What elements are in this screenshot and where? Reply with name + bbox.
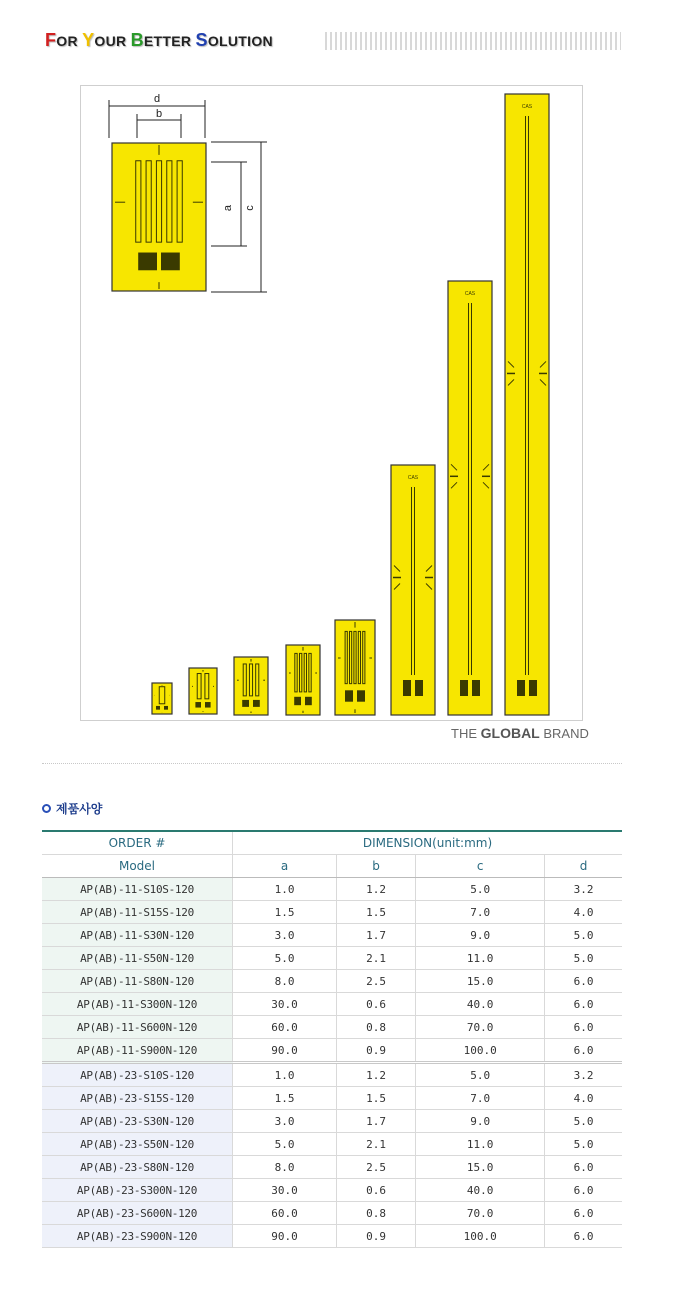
cell-dim-c: 9.0 <box>416 924 545 947</box>
slogan-letter-f: F <box>45 30 57 50</box>
cell-dim-d: 4.0 <box>545 1087 622 1110</box>
cell-dim-c: 15.0 <box>416 1156 545 1179</box>
gauge-solder-tab <box>205 702 211 708</box>
cell-dim-b: 1.7 <box>337 924 416 947</box>
cell-dim-d: 3.2 <box>545 878 622 901</box>
slogan-letter-b: B <box>130 30 144 50</box>
gauge-solder-tab <box>164 706 168 710</box>
gauge-solder-tab <box>161 253 180 271</box>
gauge-body <box>189 668 217 714</box>
gauge-solder-tab <box>294 697 301 705</box>
gauge-body <box>112 143 206 291</box>
gauge-solder-tab <box>138 253 157 271</box>
cell-dim-c: 5.0 <box>416 1063 545 1087</box>
cell-dim-a: 30.0 <box>233 1179 337 1202</box>
cell-dim-a: 1.0 <box>233 878 337 901</box>
slogan-word-your: OUR <box>94 33 131 49</box>
gauge-body <box>152 683 172 714</box>
section-divider <box>42 763 622 764</box>
cell-dim-d: 5.0 <box>545 1133 622 1156</box>
table-row <box>42 947 622 970</box>
gauge-marking-text: CAS <box>521 104 533 110</box>
cell-dim-a: 60.0 <box>233 1202 337 1225</box>
strain-gauge-illustration <box>81 86 582 720</box>
cell-dim-c: 15.0 <box>416 970 545 993</box>
table-row <box>42 970 622 993</box>
table-row <box>42 1087 622 1110</box>
slogan-word-solution: OLUTION <box>207 33 273 49</box>
cell-dim-d: 6.0 <box>545 1039 622 1063</box>
spec-table <box>42 830 622 1248</box>
cell-dim-a: 5.0 <box>233 947 337 970</box>
cell-dim-a: 90.0 <box>233 1039 337 1063</box>
slogan-word-better: ETTER <box>143 33 196 49</box>
gauge-solder-tab <box>460 680 468 696</box>
table-row <box>42 1063 622 1087</box>
gauge-solder-tab <box>242 700 249 707</box>
cell-dim-c: 70.0 <box>416 1202 545 1225</box>
cell-model: AP(AB)-23-S600N-120 <box>42 1202 233 1225</box>
cell-dim-d: 6.0 <box>545 1225 622 1248</box>
cell-dim-a: 90.0 <box>233 1225 337 1248</box>
cell-dim-c: 11.0 <box>416 947 545 970</box>
cell-dim-b: 1.2 <box>337 1063 416 1087</box>
gauge-solder-tab <box>357 690 365 701</box>
table-row <box>42 1202 622 1225</box>
header-col-c: c <box>416 855 545 878</box>
cell-dim-d: 5.0 <box>545 947 622 970</box>
table-row <box>42 924 622 947</box>
cell-dim-b: 2.1 <box>337 947 416 970</box>
gauge-solder-tab <box>517 680 525 696</box>
cell-dim-a: 8.0 <box>233 970 337 993</box>
spec-header-row-1 <box>42 831 622 855</box>
cell-model: AP(AB)-23-S900N-120 <box>42 1225 233 1248</box>
cell-dim-b: 0.9 <box>337 1225 416 1248</box>
cell-dim-c: 11.0 <box>416 1133 545 1156</box>
cell-dim-b: 1.7 <box>337 1110 416 1133</box>
brand-suffix: BRAND <box>539 726 589 741</box>
brand-tagline <box>451 725 589 741</box>
spec-title-text: 제품사양 <box>56 802 103 816</box>
cell-dim-b: 2.1 <box>337 1133 416 1156</box>
table-row <box>42 1110 622 1133</box>
cell-dim-b: 1.2 <box>337 878 416 901</box>
header-col-b: b <box>337 855 416 878</box>
cell-model: AP(AB)-23-S30N-120 <box>42 1110 233 1133</box>
table-row <box>42 1016 622 1039</box>
cell-dim-b: 2.5 <box>337 1156 416 1179</box>
gauge-solder-tab <box>403 680 411 696</box>
cell-model: AP(AB)-23-S80N-120 <box>42 1156 233 1179</box>
cell-dim-d: 6.0 <box>545 1016 622 1039</box>
spec-group-11 <box>42 878 622 1063</box>
slogan-letter-s: S <box>195 30 208 50</box>
cell-dim-b: 0.6 <box>337 993 416 1016</box>
cell-model: AP(AB)-11-S30N-120 <box>42 924 233 947</box>
cell-dim-a: 60.0 <box>233 1016 337 1039</box>
cell-dim-a: 3.0 <box>233 924 337 947</box>
cell-dim-c: 7.0 <box>416 1087 545 1110</box>
spec-header-row-2 <box>42 855 622 878</box>
gauge-solder-tab <box>529 680 537 696</box>
dimension-label-b: b <box>155 108 163 120</box>
dimension-label-d: d <box>153 93 161 105</box>
table-row <box>42 1039 622 1063</box>
cell-dim-b: 0.9 <box>337 1039 416 1063</box>
cell-model: AP(AB)-23-S300N-120 <box>42 1179 233 1202</box>
cell-model: AP(AB)-11-S80N-120 <box>42 970 233 993</box>
cell-dim-a: 1.5 <box>233 901 337 924</box>
cell-dim-d: 6.0 <box>545 1156 622 1179</box>
header-dimension: DIMENSION(unit:mm) <box>233 831 623 855</box>
table-row <box>42 1156 622 1179</box>
slogan-letter-y: Y <box>82 30 95 50</box>
gauge-solder-tab <box>345 690 353 701</box>
cell-model: AP(AB)-23-S10S-120 <box>42 1063 233 1087</box>
gauge-body <box>448 281 492 715</box>
cell-dim-b: 0.8 <box>337 1202 416 1225</box>
gauge-lineup <box>112 94 549 715</box>
gauge-marking-text: CAS <box>464 291 476 297</box>
cell-dim-c: 5.0 <box>416 878 545 901</box>
dimension-label-c: c <box>244 205 256 211</box>
product-figure <box>80 85 583 721</box>
cell-dim-d: 6.0 <box>545 1179 622 1202</box>
cell-model: AP(AB)-23-S50N-120 <box>42 1133 233 1156</box>
gauge-body <box>505 94 549 715</box>
cell-dim-a: 5.0 <box>233 1133 337 1156</box>
cell-dim-d: 3.2 <box>545 1063 622 1087</box>
cell-dim-a: 1.5 <box>233 1087 337 1110</box>
spec-group-23 <box>42 1063 622 1248</box>
cell-dim-a: 8.0 <box>233 1156 337 1179</box>
table-row <box>42 901 622 924</box>
gauge-solder-tab <box>305 697 312 705</box>
cell-dim-b: 0.6 <box>337 1179 416 1202</box>
table-row <box>42 993 622 1016</box>
cell-model: AP(AB)-23-S15S-120 <box>42 1087 233 1110</box>
cell-model: AP(AB)-11-S15S-120 <box>42 901 233 924</box>
cell-dim-d: 5.0 <box>545 1110 622 1133</box>
cell-dim-c: 9.0 <box>416 1110 545 1133</box>
cell-dim-d: 5.0 <box>545 924 622 947</box>
gauge-body <box>234 657 268 715</box>
header-model: Model <box>42 855 233 878</box>
cell-model: AP(AB)-11-S600N-120 <box>42 1016 233 1039</box>
table-row <box>42 1179 622 1202</box>
header-col-a: a <box>233 855 337 878</box>
cell-dim-c: 100.0 <box>416 1039 545 1063</box>
spec-section-title <box>42 800 102 817</box>
cell-dim-d: 6.0 <box>545 970 622 993</box>
cell-dim-a: 1.0 <box>233 1063 337 1087</box>
header-stripe-decoration <box>325 32 621 50</box>
dimension-label-a: a <box>222 204 234 212</box>
cell-dim-b: 2.5 <box>337 970 416 993</box>
cell-dim-b: 1.5 <box>337 901 416 924</box>
cell-dim-c: 7.0 <box>416 901 545 924</box>
cell-model: AP(AB)-11-S900N-120 <box>42 1039 233 1063</box>
brand-strong: GLOBAL <box>480 725 540 741</box>
cell-dim-d: 6.0 <box>545 993 622 1016</box>
cell-model: AP(AB)-11-S50N-120 <box>42 947 233 970</box>
cell-dim-c: 40.0 <box>416 1179 545 1202</box>
cell-dim-c: 100.0 <box>416 1225 545 1248</box>
cell-dim-c: 40.0 <box>416 993 545 1016</box>
cell-model: AP(AB)-11-S10S-120 <box>42 878 233 901</box>
cell-model: AP(AB)-11-S300N-120 <box>42 993 233 1016</box>
gauge-solder-tab <box>253 700 260 707</box>
slogan-heading <box>45 30 273 51</box>
gauge-solder-tab <box>156 706 160 710</box>
table-row <box>42 878 622 901</box>
header-order: ORDER # <box>42 831 233 855</box>
gauge-body <box>286 645 320 715</box>
gauge-solder-tab <box>472 680 480 696</box>
slogan-word-for: OR <box>56 33 83 49</box>
cell-dim-a: 30.0 <box>233 993 337 1016</box>
header-col-d: d <box>545 855 622 878</box>
cell-dim-a: 3.0 <box>233 1110 337 1133</box>
gauge-marking-text: CAS <box>407 475 419 481</box>
gauge-body <box>335 620 375 715</box>
cell-dim-c: 70.0 <box>416 1016 545 1039</box>
gauge-solder-tab <box>415 680 423 696</box>
brand-prefix: THE <box>451 726 481 741</box>
title-bullet-icon <box>42 804 51 813</box>
table-row <box>42 1133 622 1156</box>
cell-dim-d: 4.0 <box>545 901 622 924</box>
cell-dim-b: 1.5 <box>337 1087 416 1110</box>
gauge-body <box>391 465 435 715</box>
gauge-solder-tab <box>195 702 201 708</box>
cell-dim-b: 0.8 <box>337 1016 416 1039</box>
cell-dim-d: 6.0 <box>545 1202 622 1225</box>
table-row <box>42 1225 622 1248</box>
